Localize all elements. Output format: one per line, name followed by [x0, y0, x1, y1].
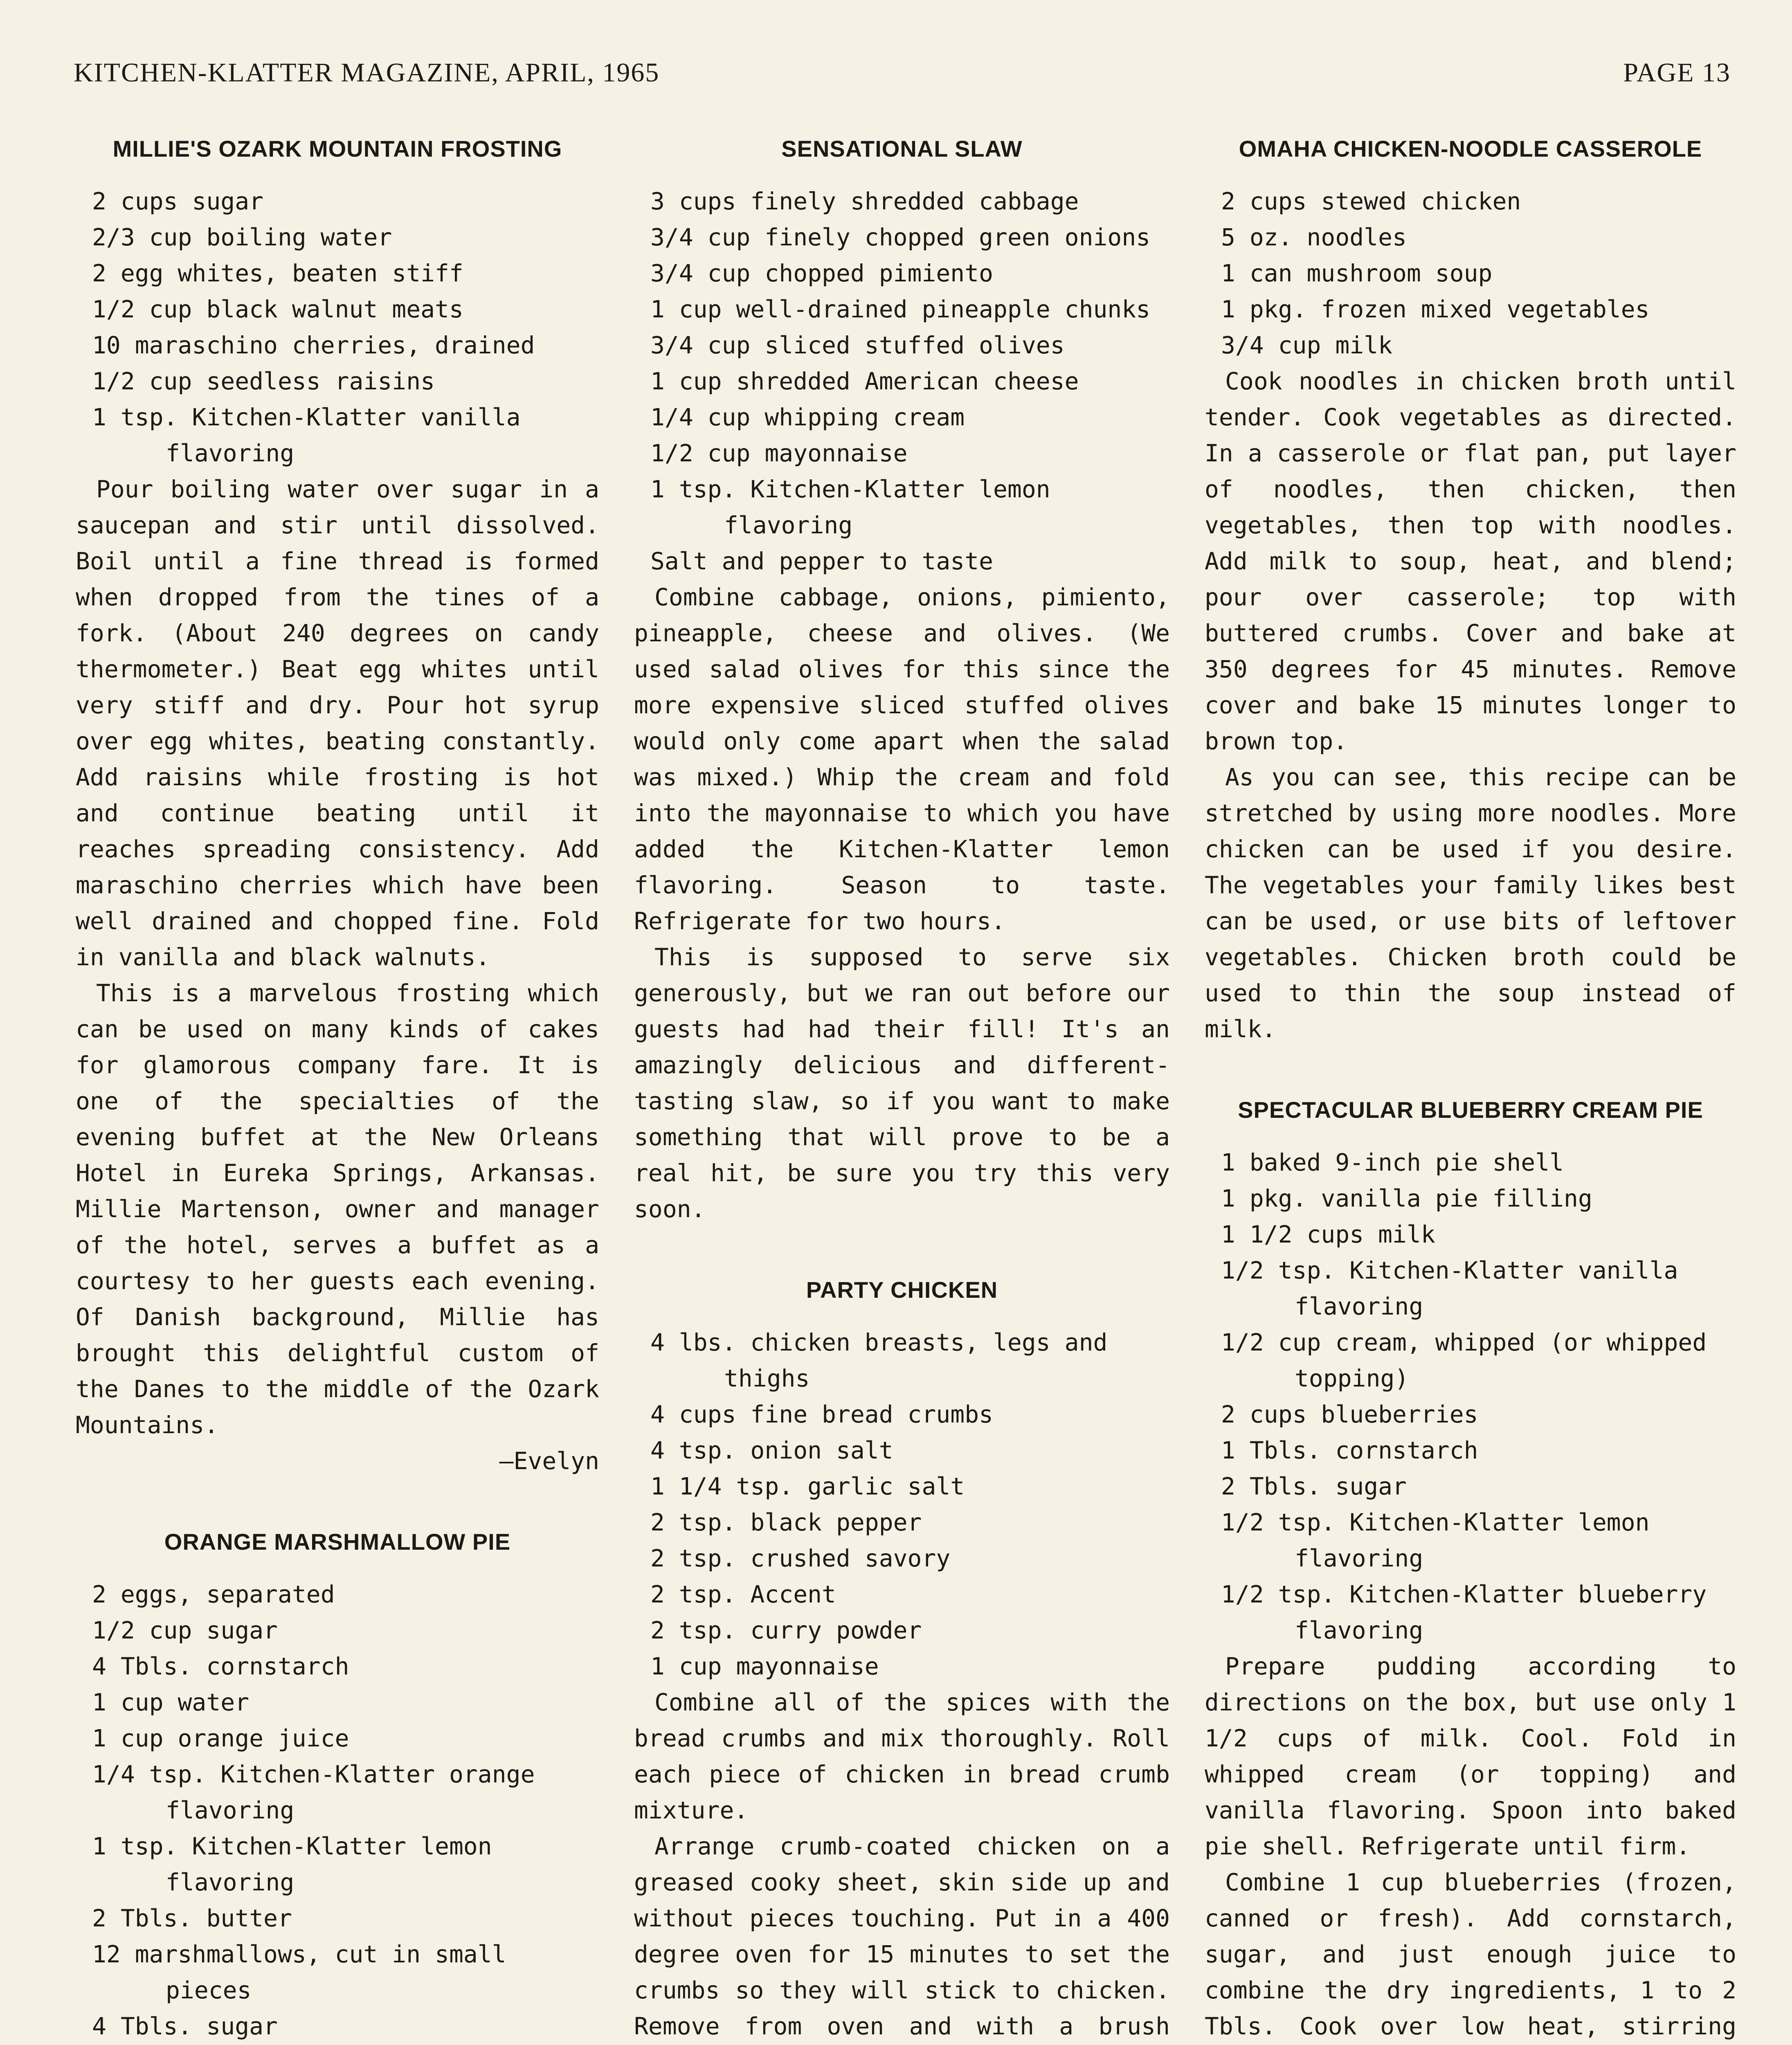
ingredient: 2 tsp. crushed savory: [650, 1544, 951, 1572]
ingredient: 2 cups sugar: [92, 187, 264, 215]
recipe-directions: [76, 471, 599, 1443]
ingredient: 1/2 cup seedless raisins: [92, 367, 435, 395]
ingredient: 1/2 tsp. Kitchen-Klatter blueberry flavoring: [1221, 1580, 1707, 1644]
ingredient: 3/4 cup milk: [1221, 331, 1393, 359]
ingredient: 4 lbs. chicken breasts, legs and thighs: [650, 1328, 1108, 1392]
ingredient: 1/2 cup black walnut meats: [92, 295, 463, 323]
ingredient: 4 cups fine bread crumbs: [650, 1400, 994, 1428]
ingredient: 1 1/4 tsp. garlic salt: [650, 1472, 965, 1500]
ingredient: 1 cup mayonnaise: [650, 1652, 879, 1680]
recipe-title: MILLIE'S OZARK MOUNTAIN FROSTING: [112, 136, 562, 162]
ingredient: 1/4 cup whipping cream: [650, 403, 965, 431]
ingredient: 4 Tbls. sugar: [92, 2012, 278, 2040]
ingredient: 5 oz. noodles: [1221, 223, 1407, 251]
direction-paragraph: Combine all of the spices with the bread crumbs and mix thoroughly. Roll each piece of chicken in bread crumb mixture.: [634, 1688, 1170, 1824]
recipe-directions: [1205, 363, 1736, 1047]
recipe-title: OMAHA CHICKEN-NOODLE CASSEROLE: [1239, 136, 1702, 162]
ingredient: 10 maraschino cherries, drained: [92, 331, 535, 359]
ingredient: 1 tsp. Kitchen-Klatter lemon flavoring: [650, 475, 1050, 539]
ingredient-list: [76, 1576, 599, 2045]
ingredient: 2 tsp. black pepper: [650, 1508, 922, 1536]
ingredient: 3 cups finely shredded cabbage: [650, 187, 1079, 215]
ingredient: 1 can mushroom soup: [1221, 259, 1493, 287]
ingredient: 2 Tbls. sugar: [1221, 1472, 1407, 1500]
direction-paragraph: Cook noodles in chicken broth until tender. Cook vegetables as directed. In a casserole or flat pan, put layer of noodles, then chicken, then vegetables, then top with noodles. Add milk to soup, heat, and blend; pour over casserole; top with buttered crumbs. Cover and bake at 350 degrees for 45 minutes. Remove cover and bake 15 minutes longer to brown top.: [1205, 367, 1736, 755]
ingredient: 3/4 cup sliced stuffed olives: [650, 331, 1065, 359]
direction-paragraph: Arrange crumb-coated chicken on a greased cooky sheet, skin side up and without pieces touching. Put in a 400 degree oven for 15 minutes to set the crumbs so they will stick to chicken. Remove from oven and with a brush: [634, 1832, 1170, 2040]
ingredient: 2 tsp. Accent: [650, 1580, 836, 1608]
ingredient-list: [1205, 1144, 1736, 1648]
ingredient: 2 cups stewed chicken: [1221, 187, 1521, 215]
recipe: [76, 1524, 599, 2045]
ingredient: 2 Tbls. butter: [92, 1904, 292, 1932]
ingredient: 1 cup water: [92, 1688, 250, 1716]
ingredient: 1/4 tsp. Kitchen-Klatter orange flavoring: [92, 1760, 535, 1824]
page-number: PAGE 13: [1623, 58, 1731, 88]
recipe-directions: [1205, 1648, 1736, 2045]
recipe-title: ORANGE MARSHMALLOW PIE: [164, 1529, 511, 1555]
ingredient: 1/2 cup sugar: [92, 1616, 278, 1644]
recipe: [634, 131, 1170, 1227]
author-signature: —Evelyn: [499, 1447, 599, 1475]
ingredient: 3/4 cup chopped pimiento: [650, 259, 994, 287]
ingredient: Salt and pepper to taste: [650, 547, 994, 575]
direction-paragraph: Prepare pudding according to directions on the box, but use only 1 1/2 cups of milk. Cool. Fold in whipped cream (or topping) and vanilla flavoring. Spoon into baked pie shell. Refrigerate until firm.: [1205, 1652, 1736, 1860]
recipe-title: PARTY CHICKEN: [806, 1277, 998, 1303]
ingredient: 1 baked 9-inch pie shell: [1221, 1148, 1564, 1176]
ingredient: 1/2 cup mayonnaise: [650, 439, 908, 467]
ingredient: 3/4 cup finely chopped green onions: [650, 223, 1151, 251]
ingredient: 1/2 cup cream, whipped (or whipped topping): [1221, 1328, 1707, 1392]
column-3: [1205, 131, 1736, 2045]
recipe: [634, 1272, 1170, 2045]
ingredient: 4 Tbls. cornstarch: [92, 1652, 349, 1680]
ingredient-list: [634, 1324, 1170, 1684]
direction-paragraph: As you can see, this recipe can be stretched by using more noodles. More chicken can be used if you desire. The vegetables your family likes best can be used, or use bits of leftover vegetables. Chicken broth could be used to thin the soup instead of milk.: [1205, 763, 1736, 1043]
ingredient: 2 eggs, separated: [92, 1580, 335, 1608]
magazine-title: KITCHEN-KLATTER MAGAZINE, APRIL, 1965: [74, 58, 660, 88]
recipe: [1205, 131, 1736, 1047]
direction-paragraph: Pour boiling water over sugar in a saucepan and stir until dissolved. Boil until a fine thread is formed when dropped from the tines of a fork. (About 240 degrees on candy thermometer.) Beat egg whites until very stiff and dry. Pour hot syrup over egg whites, beating constantly. Add raisins while frosting is hot and continue beating until it reaches spreading consistency. Add maraschino cherries which have been well drained and chopped fine. Fold in vanilla and black walnuts.: [76, 475, 599, 971]
ingredient: 2 egg whites, beaten stiff: [92, 259, 463, 287]
ingredient: 1 pkg. vanilla pie filling: [1221, 1184, 1592, 1212]
column-1: [76, 131, 599, 2045]
ingredient: 2 tsp. curry powder: [650, 1616, 922, 1644]
recipe-title: SENSATIONAL SLAW: [781, 136, 1023, 162]
ingredient: 1 tsp. Kitchen-Klatter vanilla flavoring: [92, 403, 521, 467]
direction-paragraph: This is supposed to serve six generously, but we ran out before our guests had had their fill! It's an amazingly delicious and different-tasting slaw, so if you want to make something that will prove to be a real hit, be sure you try this very soon.: [634, 943, 1170, 1223]
page-header: [74, 57, 1731, 98]
ingredient: 4 tsp. onion salt: [650, 1436, 893, 1464]
ingredient: 1/2 tsp. Kitchen-Klatter lemon flavoring: [1221, 1508, 1650, 1572]
column-2: [634, 131, 1170, 2045]
ingredient-list: [634, 183, 1170, 579]
recipe-directions: [634, 579, 1170, 1227]
direction-paragraph: This is a marvelous frosting which can be used on many kinds of cakes for glamorous company fare. It is one of the specialties of the evening buffet at the New Orleans Hotel in Eureka Springs, Arkansas. Millie Martenson, owner and manager of the hotel, serves a buffet as a courtesy to her guests each evening. Of Danish background, Millie has brought this delightful custom of the Danes to the middle of the Ozark Mountains.: [76, 979, 599, 1439]
ingredient: 1 Tbls. cornstarch: [1221, 1436, 1478, 1464]
ingredient: 1 pkg. frozen mixed vegetables: [1221, 295, 1650, 323]
ingredient: 1 cup orange juice: [92, 1724, 349, 1752]
ingredient: 2 cups blueberries: [1221, 1400, 1478, 1428]
ingredient: 12 marshmallows, cut in small pieces: [92, 1940, 506, 2004]
recipe-title: SPECTACULAR BLUEBERRY CREAM PIE: [1238, 1097, 1703, 1123]
recipe: [1205, 1092, 1736, 2045]
ingredient: 1 cup shredded American cheese: [650, 367, 1079, 395]
ingredient: 1 tsp. Kitchen-Klatter lemon flavoring: [92, 1832, 492, 1896]
direction-paragraph: Combine cabbage, onions, pimiento, pineapple, cheese and olives. (We used salad olives for this since the more expensive sliced stuffed olives would only come apart when the salad was mixed.) Whip the cream and fold into the mayonnaise to which you have added the Kitchen-Klatter lemon flavoring. Season to taste. Refrigerate for two hours.: [634, 583, 1170, 935]
ingredient: 1 1/2 cups milk: [1221, 1220, 1435, 1248]
ingredient: 2/3 cup boiling water: [92, 223, 392, 251]
direction-paragraph: Combine 1 cup blueberries (frozen, canned or fresh). Add cornstarch, sugar, and just enough juice to combine the dry ingredients, 1 to 2 Tbls. Cook over low heat, stirring: [1205, 1868, 1736, 2040]
ingredient: 1/2 tsp. Kitchen-Klatter vanilla flavoring: [1221, 1256, 1678, 1320]
ingredient-list: [76, 183, 599, 471]
ingredient-list: [1205, 183, 1736, 363]
ingredient: 1 cup well-drained pineapple chunks: [650, 295, 1151, 323]
recipe-directions: [634, 1684, 1170, 2045]
recipe: [76, 131, 599, 1479]
